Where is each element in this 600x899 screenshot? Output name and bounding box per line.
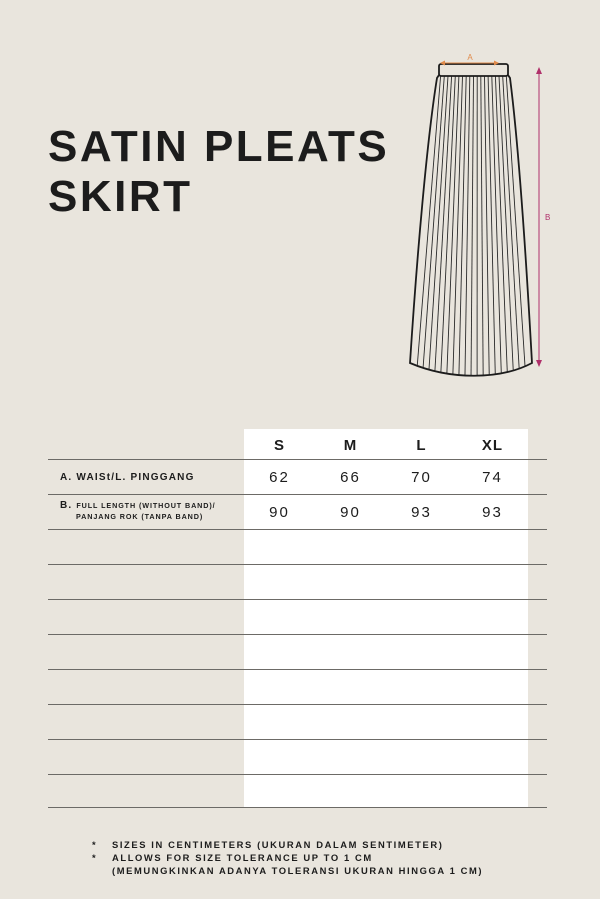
footnotes [92,838,483,877]
pleat-line [465,76,470,380]
pleat-line [471,76,474,380]
table-divider [48,564,547,565]
length-value-l: 93 [411,503,432,521]
measure-b-label: B [545,213,551,222]
footnote-3: (MEMUNGKINKAN ADANYA TOLERANSI UKURAN HINGGA 1 CM) [112,865,484,876]
footnote-2 [92,851,483,864]
waist-value-m: 66 [340,468,361,486]
pleat-line [492,76,502,380]
size-header-m: M [343,436,358,454]
pleat-line [459,76,466,380]
pleat-line [422,76,444,380]
table-divider [48,529,547,530]
waist-value-l: 70 [411,468,432,486]
table-divider [48,634,547,635]
row-label-length [60,500,216,522]
row-label-length-line1: FULL LENGTH (WITHOUT BAND)/ [76,501,216,510]
waist-value-xl: 74 [482,468,503,486]
table-divider [48,807,547,808]
footnote-1-text: SIZES IN CENTIMETERS (UKURAN DALAM SENTIMETER) [112,839,444,850]
table-divider [48,774,547,775]
table-divider [48,599,547,600]
table-divider [48,739,547,740]
table-divider [48,669,547,670]
bullet: * [92,852,98,863]
title-line-2: SKIRT [48,172,193,221]
pleat-line [453,76,463,380]
row-label-waist: A. WAISt/L. PINGGANG [60,472,195,483]
footnote-1 [92,838,483,851]
size-header-xl: XL [481,436,504,454]
table-divider [48,494,547,495]
skirt-diagram [400,45,570,385]
measure-b-arrow [536,67,542,367]
bullet: * [92,839,98,850]
page-title [48,122,389,222]
length-value-xl: 93 [482,503,503,521]
length-value-m: 90 [340,503,361,521]
waistband [439,64,508,76]
size-header-l: L [416,436,427,454]
footnote-2-text: ALLOWS FOR SIZE TOLERANCE UP TO 1 CM [112,852,373,863]
table-divider [48,704,547,705]
size-header-s: S [273,436,285,454]
measure-a-label: A [467,53,473,62]
length-value-s: 90 [269,503,290,521]
pleat-line [481,76,483,380]
pleat-line [488,76,495,380]
title-line-1: SATIN PLEATS [48,122,390,171]
row-label-length-line2: PANJANG ROK (TANPA BAND) [76,512,204,521]
waist-value-s: 62 [269,468,290,486]
pleat-line [485,76,490,380]
table-divider [48,459,547,460]
row-label-length-prefix: B. [60,500,73,511]
